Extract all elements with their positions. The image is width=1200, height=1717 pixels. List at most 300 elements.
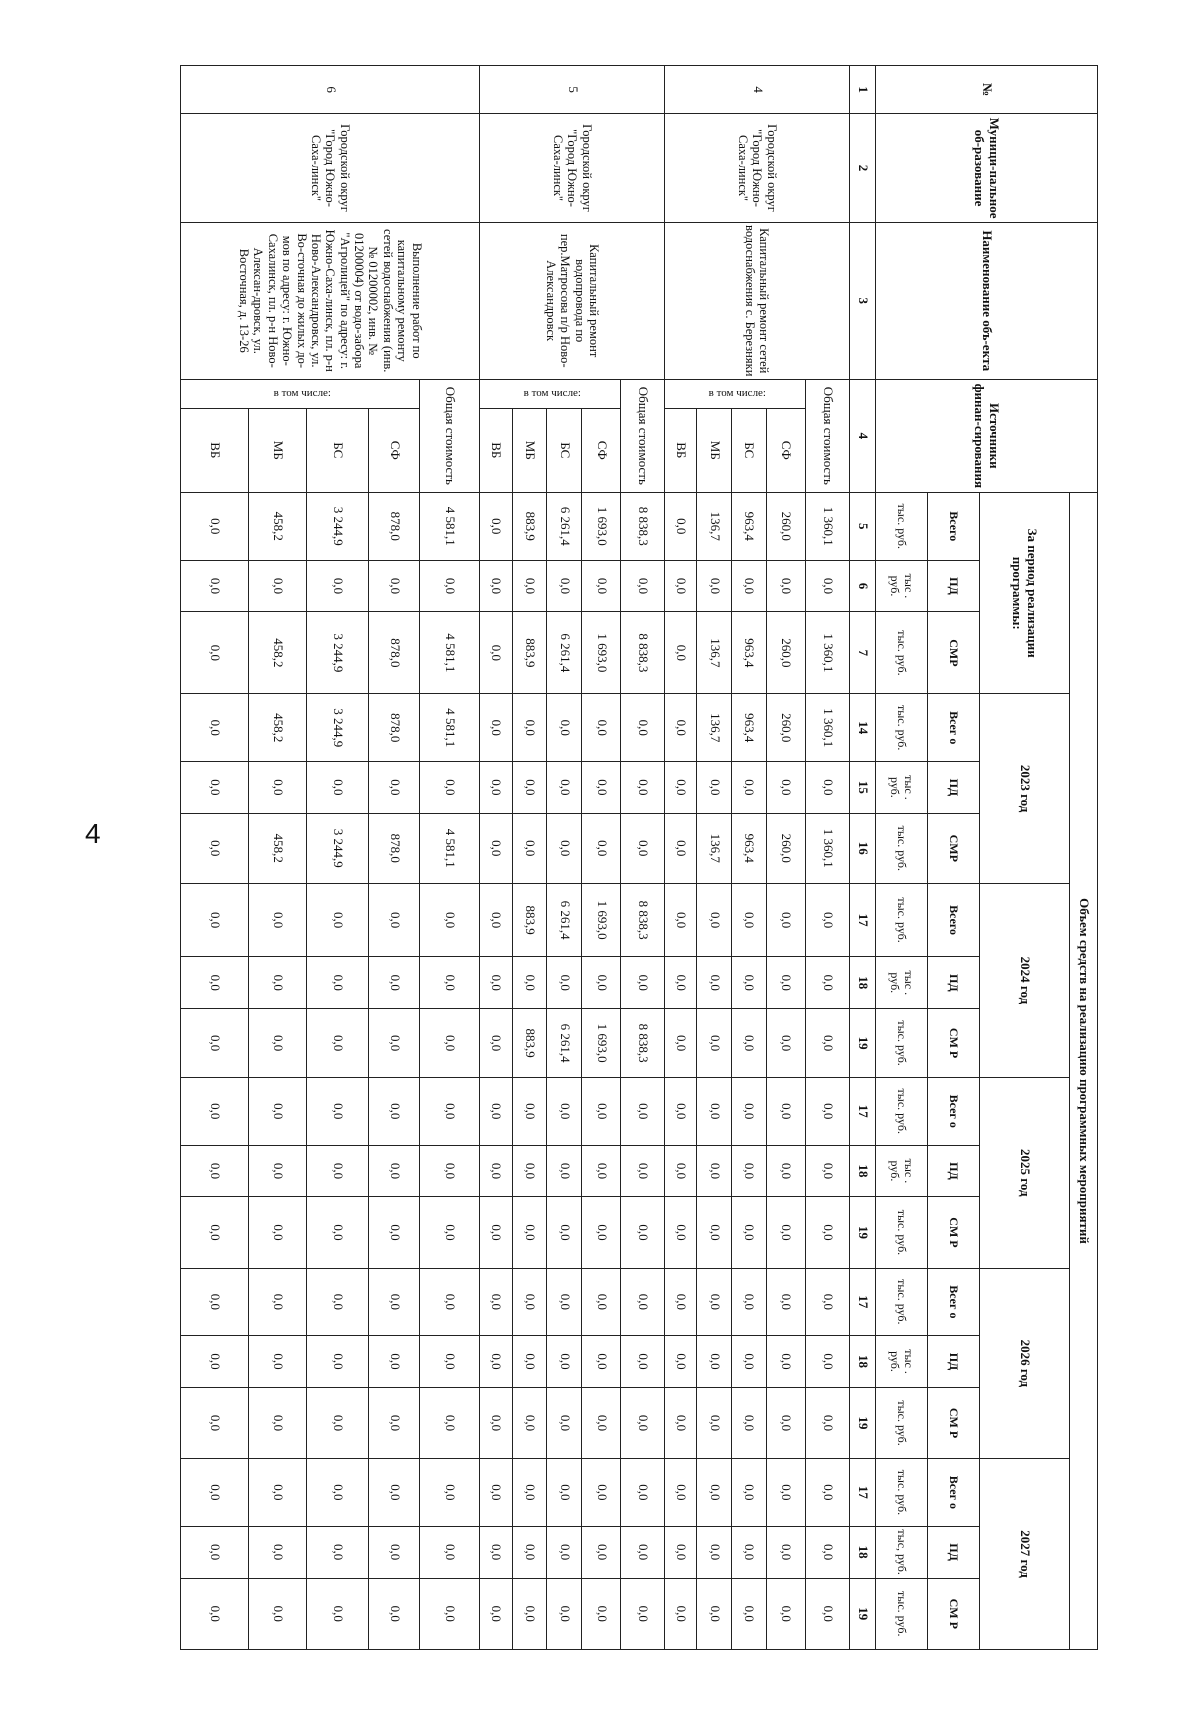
header-no: № (876, 66, 1098, 114)
value-cell: 0,0 (181, 1145, 249, 1197)
value-cell: 0,0 (732, 1459, 767, 1527)
value-cell: 3 244,9 (307, 813, 369, 883)
value-cell: 0,0 (581, 694, 620, 762)
header-year-2025: 2025 год (980, 1077, 1070, 1268)
value-cell: 0,0 (621, 1459, 665, 1527)
value-cell: 0,0 (181, 694, 249, 762)
value-cell: 0,0 (420, 1459, 480, 1527)
value-cell: 8 838,3 (621, 1009, 665, 1078)
value-cell: 0,0 (806, 1336, 850, 1388)
value-cell: 0,0 (512, 813, 547, 883)
value-cell: 0,0 (732, 1526, 767, 1578)
value-cell: 1 360,1 (806, 493, 850, 561)
municipality-name: Городской округ "Город Южно-Саха-линск" (181, 114, 480, 223)
unit-cell: тыс. руб. (876, 1459, 928, 1527)
value-cell: 0,0 (581, 1336, 620, 1388)
value-cell: 0,0 (732, 1268, 767, 1336)
value-cell: 0,0 (547, 694, 582, 762)
value-cell: 0,0 (732, 560, 767, 612)
source-code: БС (547, 408, 582, 492)
value-cell: 0,0 (369, 883, 420, 957)
value-cell: 0,0 (420, 560, 480, 612)
value-cell: 0,0 (806, 1268, 850, 1336)
value-cell: 0,0 (369, 1268, 420, 1336)
value-cell: 963,4 (732, 813, 767, 883)
value-cell: 0,0 (547, 1145, 582, 1197)
unit-cell: тыс. руб. (876, 612, 928, 694)
source-total: Общая стоимость (420, 379, 480, 492)
column-number: 16 (850, 813, 876, 883)
value-cell: 883,9 (512, 612, 547, 694)
value-cell: 0,0 (181, 560, 249, 612)
column-number: 17 (850, 1077, 876, 1145)
value-cell: 0,0 (307, 560, 369, 612)
value-cell: 0,0 (181, 1268, 249, 1336)
value-cell: 0,0 (766, 1009, 805, 1078)
value-cell: 0,0 (420, 761, 480, 813)
table-body (181, 66, 850, 1650)
value-cell: 0,0 (665, 1145, 697, 1197)
value-cell: 0,0 (307, 883, 369, 957)
value-cell: 0,0 (181, 957, 249, 1009)
value-cell: 0,0 (512, 1578, 547, 1649)
value-cell: 0,0 (766, 1459, 805, 1527)
in-total-label-cell (181, 379, 420, 408)
value-cell: 0,0 (581, 1268, 620, 1336)
sub-header: ПД (928, 761, 980, 813)
rotated-table-container (180, 65, 1098, 1650)
value-cell: 0,0 (369, 957, 420, 1009)
value-cell: 0,0 (621, 957, 665, 1009)
value-cell: 0,0 (307, 1336, 369, 1388)
value-cell: 0,0 (547, 1077, 582, 1145)
value-cell: 0,0 (480, 957, 512, 1009)
value-cell: 0,0 (581, 1526, 620, 1578)
table-head (850, 66, 1098, 1650)
value-cell: 0,0 (307, 1459, 369, 1527)
value-cell: 0,0 (307, 1268, 369, 1336)
unit-cell: тыс . руб. (876, 1145, 928, 1197)
value-cell: 4 581,1 (420, 694, 480, 762)
value-cell: 0,0 (369, 1145, 420, 1197)
value-cell: 0,0 (480, 694, 512, 762)
value-cell: 0,0 (480, 1459, 512, 1527)
value-cell: 0,0 (621, 1145, 665, 1197)
value-cell: 0,0 (665, 612, 697, 694)
value-cell: 0,0 (697, 957, 732, 1009)
column-number: 18 (850, 1145, 876, 1197)
value-cell: 0,0 (512, 1336, 547, 1388)
value-cell: 0,0 (512, 957, 547, 1009)
unit-cell: тыс. руб. (876, 1578, 928, 1649)
sub-header: Всег о (928, 1459, 980, 1527)
value-cell: 6 261,4 (547, 612, 582, 694)
value-cell: 0,0 (665, 560, 697, 612)
sub-header: ПД (928, 957, 980, 1009)
unit-cell: тыс. руб. (876, 1387, 928, 1458)
value-cell: 0,0 (732, 1197, 767, 1268)
value-cell: 0,0 (766, 1077, 805, 1145)
unit-cell: тыс, руб. (876, 1526, 928, 1578)
in-total-label: в том числе: (523, 387, 581, 400)
unit-cell: тыс. руб. (876, 694, 928, 762)
column-number: 18 (850, 1526, 876, 1578)
value-cell: 0,0 (181, 1578, 249, 1649)
value-cell: 0,0 (307, 1578, 369, 1649)
value-cell: 0,0 (697, 761, 732, 813)
value-cell: 0,0 (307, 1077, 369, 1145)
value-cell: 0,0 (547, 761, 582, 813)
sub-header: СМ Р (928, 1387, 980, 1458)
value-cell: 136,7 (697, 493, 732, 561)
value-cell: 0,0 (369, 1459, 420, 1527)
value-cell: 0,0 (181, 1009, 249, 1078)
value-cell: 0,0 (512, 1268, 547, 1336)
object-number: 4 (665, 66, 850, 114)
value-cell: 0,0 (806, 1145, 850, 1197)
source-total: Общая стоимость (621, 379, 665, 492)
value-cell: 0,0 (249, 761, 307, 813)
source-code: МБ (512, 408, 547, 492)
value-cell: 0,0 (480, 1578, 512, 1649)
unit-cell: тыс. руб. (876, 1268, 928, 1336)
in-total-label: в том числе: (708, 387, 766, 400)
sub-header: ПД (928, 1145, 980, 1197)
value-cell: 1 360,1 (806, 813, 850, 883)
value-cell: 0,0 (732, 1336, 767, 1388)
value-cell: 136,7 (697, 813, 732, 883)
column-number: 7 (850, 612, 876, 694)
sub-header: ПД (928, 1526, 980, 1578)
value-cell: 0,0 (480, 560, 512, 612)
value-cell: 0,0 (181, 1459, 249, 1527)
object-name: Капитальный ремонт сетей водоснабжения с. Березняки (665, 222, 850, 379)
value-cell: 0,0 (480, 1145, 512, 1197)
value-cell: 0,0 (480, 1268, 512, 1336)
value-cell: 4 581,1 (420, 612, 480, 694)
value-cell: 0,0 (806, 560, 850, 612)
unit-cell: тыс . руб. (876, 957, 928, 1009)
municipality-name: Городской округ "Город Южно-Саха-линск" (480, 114, 665, 223)
source-code: ВБ (665, 408, 697, 492)
column-number: 4 (850, 379, 876, 492)
sub-header: Всег о (928, 694, 980, 762)
value-cell: 0,0 (621, 560, 665, 612)
value-cell: 0,0 (766, 1145, 805, 1197)
sub-header: Всего (928, 493, 980, 561)
value-cell: 136,7 (697, 694, 732, 762)
value-cell: 0,0 (480, 493, 512, 561)
value-cell: 0,0 (732, 1009, 767, 1078)
value-cell: 0,0 (181, 761, 249, 813)
value-cell: 0,0 (420, 1145, 480, 1197)
column-number: 17 (850, 1268, 876, 1336)
value-cell: 0,0 (512, 560, 547, 612)
header-object: Наименование объ-екта (876, 222, 1098, 379)
value-cell: 0,0 (181, 883, 249, 957)
value-cell: 0,0 (547, 1197, 582, 1268)
column-number: 14 (850, 694, 876, 762)
value-cell: 0,0 (181, 1336, 249, 1388)
value-cell: 0,0 (665, 1526, 697, 1578)
header-period: За период реализации программы: (980, 493, 1070, 694)
value-cell: 0,0 (732, 957, 767, 1009)
value-cell: 136,7 (697, 612, 732, 694)
value-cell: 0,0 (766, 761, 805, 813)
object-name: Капитальный ремонт водопровода по пер.Матросова п/р Ново-Александровск (480, 222, 665, 379)
column-number: 1 (850, 66, 876, 114)
value-cell: 0,0 (732, 883, 767, 957)
object-number: 5 (480, 66, 665, 114)
value-cell: 0,0 (697, 1077, 732, 1145)
header-year-2024: 2024 год (980, 883, 1070, 1077)
source-code: ВБ (480, 408, 512, 492)
value-cell: 0,0 (665, 1077, 697, 1145)
value-cell: 0,0 (547, 957, 582, 1009)
value-cell: 8 838,3 (621, 493, 665, 561)
value-cell: 0,0 (581, 1145, 620, 1197)
value-cell: 0,0 (181, 1387, 249, 1458)
value-cell: 0,0 (547, 813, 582, 883)
municipality-name: Городской округ "Город Южно-Саха-линск" (665, 114, 850, 223)
value-cell: 0,0 (181, 1197, 249, 1268)
page-number: 4 (85, 818, 101, 849)
value-cell: 0,0 (512, 1387, 547, 1458)
value-cell: 0,0 (420, 1387, 480, 1458)
unit-cell: тыс. руб. (876, 1009, 928, 1078)
value-cell: 0,0 (249, 1526, 307, 1578)
value-cell: 0,0 (697, 1459, 732, 1527)
column-number: 6 (850, 560, 876, 612)
value-cell: 6 261,4 (547, 1009, 582, 1078)
value-cell: 883,9 (512, 493, 547, 561)
value-cell: 0,0 (665, 1197, 697, 1268)
value-cell: 0,0 (480, 883, 512, 957)
value-cell: 3 244,9 (307, 612, 369, 694)
sub-header: СМ Р (928, 1197, 980, 1268)
value-cell: 0,0 (307, 1387, 369, 1458)
value-cell: 0,0 (806, 1387, 850, 1458)
value-cell: 0,0 (581, 1197, 620, 1268)
value-cell: 0,0 (369, 1526, 420, 1578)
sub-header: СМР (928, 813, 980, 883)
table-row (806, 66, 850, 1650)
value-cell: 0,0 (806, 1578, 850, 1649)
value-cell: 0,0 (806, 957, 850, 1009)
unit-cell: тыс . руб. (876, 560, 928, 612)
value-cell: 0,0 (249, 1459, 307, 1527)
value-cell: 0,0 (480, 612, 512, 694)
value-cell: 0,0 (581, 761, 620, 813)
value-cell: 3 244,9 (307, 493, 369, 561)
value-cell: 0,0 (697, 883, 732, 957)
value-cell: 0,0 (697, 1387, 732, 1458)
value-cell: 0,0 (697, 1197, 732, 1268)
unit-cell: тыс. руб. (876, 813, 928, 883)
header-sources: Источники финан-сирования (876, 379, 1098, 492)
value-cell: 0,0 (621, 761, 665, 813)
value-cell: 0,0 (581, 813, 620, 883)
value-cell: 0,0 (665, 1336, 697, 1388)
header-mo: Муници-пальное об-разование (876, 114, 1098, 223)
value-cell: 0,0 (512, 1526, 547, 1578)
value-cell: 0,0 (665, 694, 697, 762)
value-cell: 0,0 (766, 1268, 805, 1336)
value-cell: 0,0 (732, 1145, 767, 1197)
column-number: 19 (850, 1578, 876, 1649)
value-cell: 6 261,4 (547, 883, 582, 957)
value-cell: 0,0 (621, 694, 665, 762)
value-cell: 0,0 (512, 694, 547, 762)
value-cell: 0,0 (512, 761, 547, 813)
value-cell: 883,9 (512, 883, 547, 957)
value-cell: 0,0 (307, 1526, 369, 1578)
value-cell: 0,0 (307, 761, 369, 813)
unit-cell: тыс . руб. (876, 1336, 928, 1388)
sub-header: Всег о (928, 1268, 980, 1336)
value-cell: 0,0 (665, 1268, 697, 1336)
table-row (621, 66, 665, 1650)
source-code: СФ (766, 408, 805, 492)
source-total: Общая стоимость (806, 379, 850, 492)
value-cell: 458,2 (249, 612, 307, 694)
value-cell: 0,0 (480, 761, 512, 813)
value-cell: 0,0 (420, 957, 480, 1009)
value-cell: 0,0 (249, 1268, 307, 1336)
value-cell: 0,0 (249, 560, 307, 612)
value-cell: 458,2 (249, 813, 307, 883)
value-cell: 0,0 (766, 1387, 805, 1458)
value-cell: 458,2 (249, 694, 307, 762)
value-cell: 0,0 (181, 1526, 249, 1578)
value-cell: 0,0 (806, 1197, 850, 1268)
value-cell: 0,0 (766, 560, 805, 612)
value-cell: 1 360,1 (806, 694, 850, 762)
value-cell: 0,0 (665, 761, 697, 813)
value-cell: 0,0 (766, 1578, 805, 1649)
value-cell: 0,0 (766, 1526, 805, 1578)
value-cell: 0,0 (665, 1459, 697, 1527)
value-cell: 8 838,3 (621, 612, 665, 694)
value-cell: 963,4 (732, 493, 767, 561)
value-cell: 0,0 (547, 1268, 582, 1336)
value-cell: 0,0 (665, 1578, 697, 1649)
value-cell: 0,0 (547, 1336, 582, 1388)
value-cell: 0,0 (621, 1526, 665, 1578)
sub-header: ПД (928, 560, 980, 612)
value-cell: 0,0 (581, 1459, 620, 1527)
sub-header: СМ Р (928, 1578, 980, 1649)
value-cell: 0,0 (512, 1145, 547, 1197)
value-cell: 0,0 (732, 1077, 767, 1145)
value-cell: 878,0 (369, 612, 420, 694)
value-cell: 0,0 (581, 957, 620, 1009)
value-cell: 878,0 (369, 493, 420, 561)
value-cell: 0,0 (621, 813, 665, 883)
value-cell: 0,0 (249, 1387, 307, 1458)
value-cell: 0,0 (621, 1268, 665, 1336)
value-cell: 0,0 (581, 560, 620, 612)
unit-cell: тыс . руб. (876, 761, 928, 813)
unit-cell: тыс. руб. (876, 883, 928, 957)
funding-table (180, 65, 1098, 1650)
header-volume: Объем средств на реализацию программных мероприятий (1070, 493, 1098, 1650)
value-cell: 0,0 (420, 1578, 480, 1649)
value-cell: 0,0 (621, 1578, 665, 1649)
value-cell: 0,0 (420, 1336, 480, 1388)
value-cell: 0,0 (806, 1526, 850, 1578)
sub-header: СМ Р (928, 1009, 980, 1078)
header-year-2023: 2023 год (980, 694, 1070, 883)
value-cell: 0,0 (806, 761, 850, 813)
value-cell: 0,0 (665, 1009, 697, 1078)
value-cell: 0,0 (732, 1578, 767, 1649)
value-cell: 0,0 (512, 1077, 547, 1145)
value-cell: 0,0 (420, 1526, 480, 1578)
unit-cell: тыс. руб. (876, 1077, 928, 1145)
value-cell: 0,0 (581, 1387, 620, 1458)
value-cell: 260,0 (766, 694, 805, 762)
value-cell: 0,0 (369, 1197, 420, 1268)
value-cell: 0,0 (480, 1387, 512, 1458)
in-total-label: в том числе: (273, 387, 331, 400)
value-cell: 0,0 (249, 957, 307, 1009)
value-cell: 0,0 (369, 1336, 420, 1388)
value-cell: 0,0 (621, 1077, 665, 1145)
column-number: 2 (850, 114, 876, 223)
value-cell: 0,0 (369, 1077, 420, 1145)
value-cell: 0,0 (697, 1268, 732, 1336)
column-number: 17 (850, 1459, 876, 1527)
value-cell: 0,0 (806, 1459, 850, 1527)
value-cell: 1 693,0 (581, 612, 620, 694)
value-cell: 878,0 (369, 813, 420, 883)
value-cell: 0,0 (420, 1077, 480, 1145)
value-cell: 0,0 (420, 883, 480, 957)
column-number: 19 (850, 1387, 876, 1458)
value-cell: 260,0 (766, 813, 805, 883)
value-cell: 0,0 (480, 1009, 512, 1078)
value-cell: 0,0 (697, 1336, 732, 1388)
value-cell: 0,0 (307, 1197, 369, 1268)
value-cell: 0,0 (512, 1459, 547, 1527)
column-number: 18 (850, 957, 876, 1009)
value-cell: 0,0 (547, 1459, 582, 1527)
value-cell: 8 838,3 (621, 883, 665, 957)
source-code: БС (732, 408, 767, 492)
value-cell: 0,0 (181, 1077, 249, 1145)
value-cell: 0,0 (547, 1578, 582, 1649)
value-cell: 0,0 (307, 1009, 369, 1078)
value-cell: 0,0 (547, 560, 582, 612)
value-cell: 1 693,0 (581, 1009, 620, 1078)
source-code: МБ (249, 408, 307, 492)
value-cell: 0,0 (732, 761, 767, 813)
value-cell: 6 261,4 (547, 493, 582, 561)
value-cell: 1 693,0 (581, 493, 620, 561)
value-cell: 0,0 (547, 1526, 582, 1578)
value-cell: 0,0 (307, 957, 369, 1009)
value-cell: 1 693,0 (581, 883, 620, 957)
value-cell: 0,0 (181, 813, 249, 883)
value-cell: 0,0 (249, 1077, 307, 1145)
in-total-label-cell (480, 379, 621, 408)
value-cell: 0,0 (249, 883, 307, 957)
value-cell: 0,0 (732, 1387, 767, 1458)
value-cell: 0,0 (369, 560, 420, 612)
value-cell: 4 581,1 (420, 813, 480, 883)
value-cell: 0,0 (665, 813, 697, 883)
